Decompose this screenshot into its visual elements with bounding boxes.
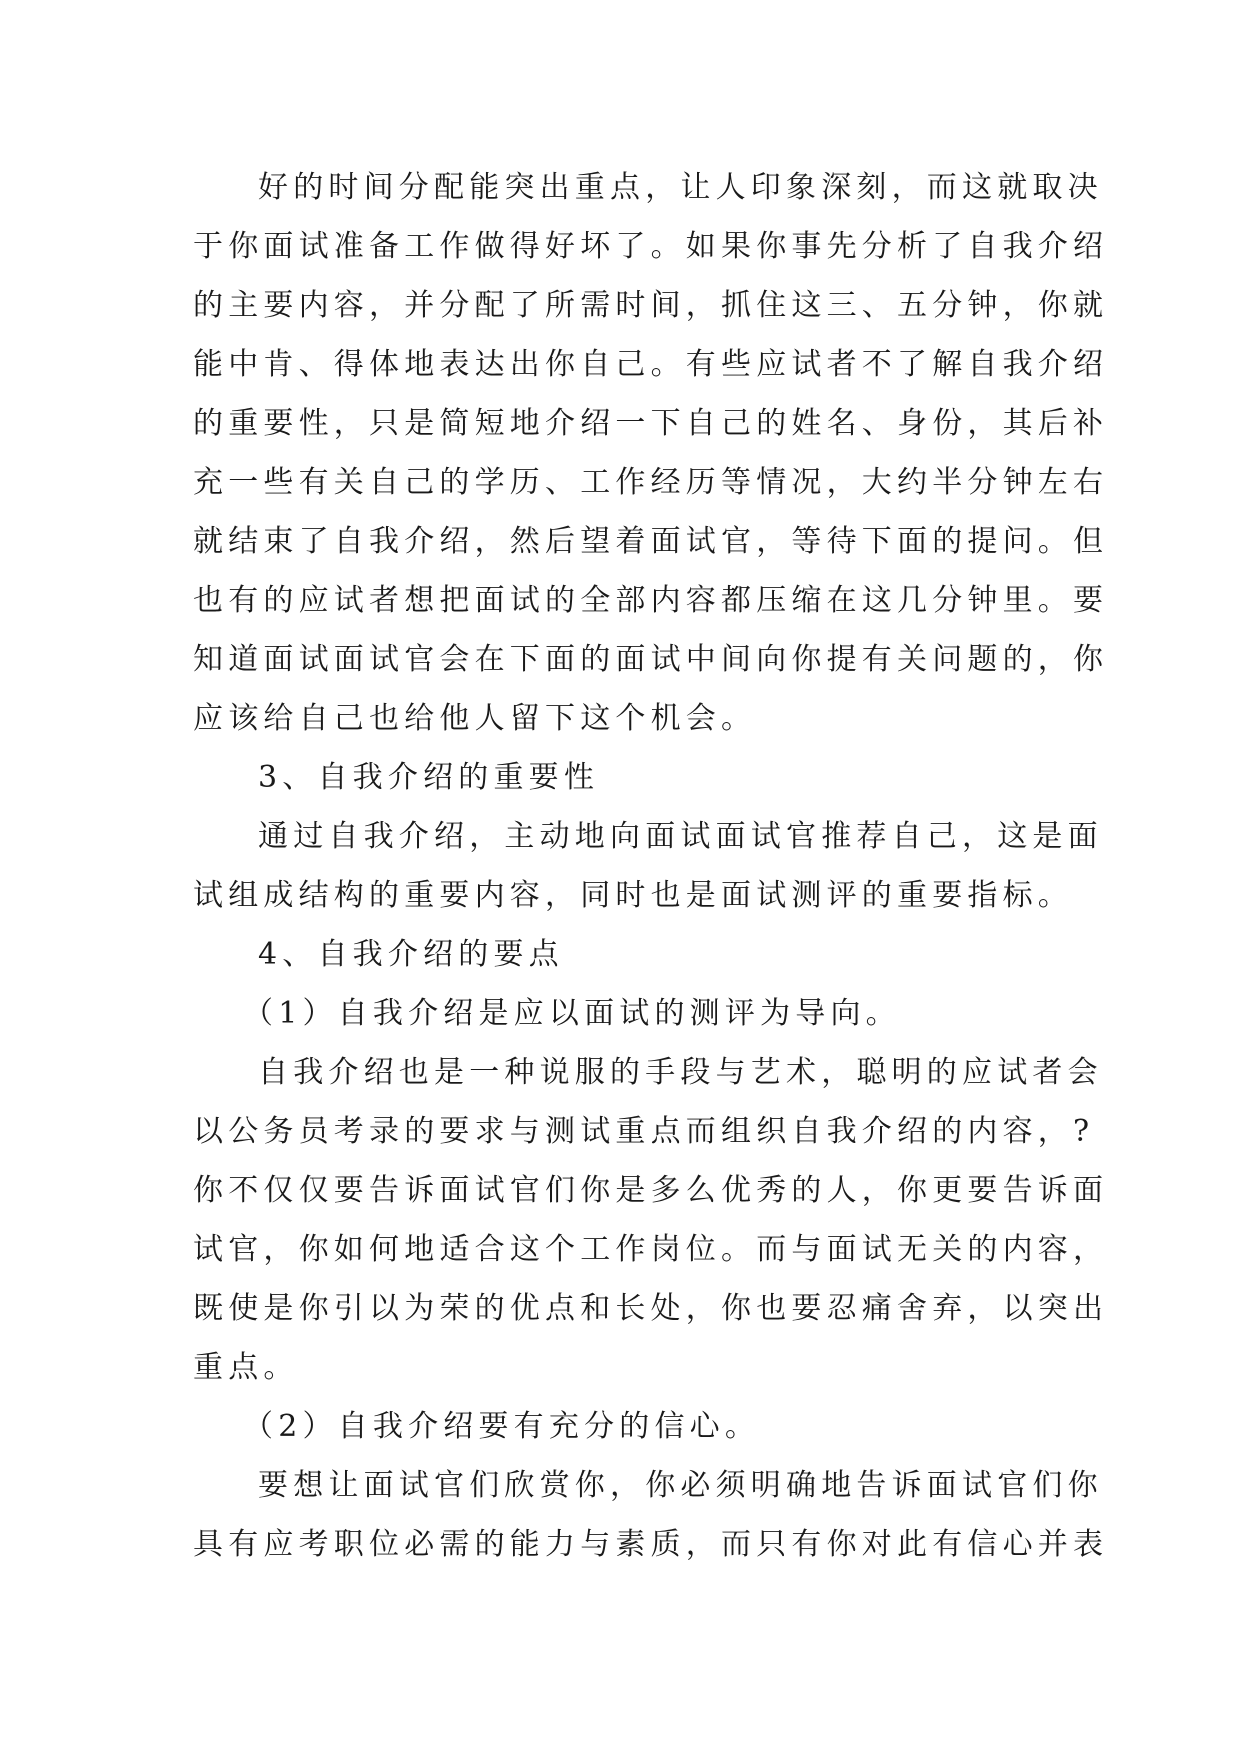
text-line: 应该给自己也给他人留下这个机会。 <box>193 701 757 736</box>
text-line: 既使是你引以为荣的优点和长处，你也要忍痛舍弃，以突出 <box>193 1291 1109 1326</box>
text-line: 知道面试面试官会在下面的面试中间向你提有关问题的，你 <box>193 642 1109 677</box>
section-heading <box>193 925 1053 984</box>
text-line: 通过自我介绍，主动地向面试面试官推荐自己，这是面 <box>258 819 1103 854</box>
text-line: 充一些有关自己的学历、工作经历等情况，大约半分钟左右 <box>193 465 1109 500</box>
text-line: （2）自我介绍要有充分的信心。 <box>243 1409 761 1444</box>
text-line: 能中肯、得体地表达出你自己。有些应试者不了解自我介绍 <box>193 347 1109 382</box>
text-line: 于你面试准备工作做得好坏了。如果你事先分析了自我介绍 <box>193 229 1109 264</box>
text-line: 具有应考职位必需的能力与素质，而只有你对此有信心并表 <box>193 1527 1109 1562</box>
text-line: 以公务员考录的要求与测试重点而组织自我介绍的内容，? <box>193 1114 1095 1149</box>
document-body <box>193 158 1109 1574</box>
subsection-heading <box>193 984 1053 1043</box>
text-line: 你不仅仅要告诉面试官们你是多么优秀的人，你更要告诉面 <box>193 1173 1109 1208</box>
section-heading <box>193 748 1053 807</box>
paragraph <box>193 1043 1109 1397</box>
paragraph <box>193 807 1103 925</box>
subsection-heading <box>193 1397 1053 1456</box>
text-line: 试官，你如何地适合这个工作岗位。而与面试无关的内容， <box>193 1232 1109 1267</box>
text-line: 3、自我介绍的重要性 <box>258 760 600 795</box>
text-line: 也有的应试者想把面试的全部内容都压缩在这几分钟里。要 <box>193 583 1109 618</box>
text-line: 要想让面试官们欣赏你，你必须明确地告诉面试官们你 <box>258 1468 1103 1503</box>
text-line: 的主要内容，并分配了所需时间，抓住这三、五分钟，你就 <box>193 288 1109 323</box>
text-line: 好的时间分配能突出重点，让人印象深刻，而这就取决 <box>258 170 1103 205</box>
text-line: 的重要性，只是简短地介绍一下自己的姓名、身份，其后补 <box>193 406 1109 441</box>
text-line: 试组成结构的重要内容，同时也是面试测评的重要指标。 <box>193 878 1073 913</box>
paragraph <box>193 158 1109 748</box>
paragraph <box>193 1456 1109 1574</box>
text-line: 4、自我介绍的要点 <box>258 937 564 972</box>
text-line: 就结束了自我介绍，然后望着面试官，等待下面的提问。但 <box>193 524 1109 559</box>
text-line: （1）自我介绍是应以面试的测评为导向。 <box>243 996 901 1031</box>
text-line: 重点。 <box>193 1350 299 1385</box>
text-line: 自我介绍也是一种说服的手段与艺术，聪明的应试者会 <box>258 1055 1103 1090</box>
